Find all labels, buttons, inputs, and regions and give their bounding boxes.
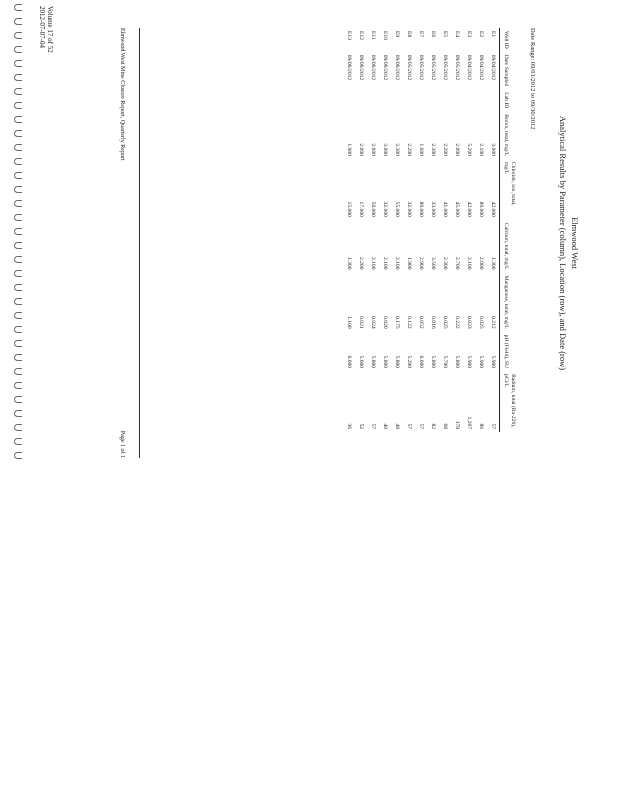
table-cell: 57 xyxy=(490,423,497,430)
table-cell: 2.100 xyxy=(370,256,377,270)
table-cell: 09/06/2012 xyxy=(394,54,401,81)
table-cell: 3.500 xyxy=(430,256,437,270)
column-header: Chloride, ion, total, mg/L xyxy=(500,159,517,220)
table-cell: 2.300 xyxy=(430,143,437,156)
table-row xyxy=(463,28,475,432)
table-cell xyxy=(415,89,427,111)
table-cell: 0.175 xyxy=(394,316,401,329)
binder-hole xyxy=(14,116,22,123)
table-cell: 80.000 xyxy=(418,201,425,217)
binder-hole xyxy=(14,18,22,25)
table-cell: 5.900 xyxy=(490,355,497,369)
table-row xyxy=(415,28,427,432)
document-reference xyxy=(38,6,54,53)
table-cell: 0.016 xyxy=(430,316,437,329)
table-cell: 09/06/2012 xyxy=(358,54,365,81)
table-cell: 32.000 xyxy=(406,201,413,217)
rotated-report-sheet xyxy=(96,28,616,458)
table-cell: E13 xyxy=(346,31,353,41)
column-header: Well ID xyxy=(500,28,517,52)
table-cell: 68 xyxy=(442,423,449,430)
table-cell: 57 xyxy=(418,423,425,430)
document-ref-line2: 2012-07-07-04 xyxy=(38,6,46,48)
table-cell: 09/05/2012 xyxy=(430,54,437,81)
binder-hole xyxy=(14,158,22,165)
table-cell: 33.000 xyxy=(430,201,437,217)
table-cell: 2.100 xyxy=(394,256,401,270)
table-cell: E10 xyxy=(382,31,389,41)
table-row xyxy=(427,28,439,432)
table-cell: 09/04/2012 xyxy=(478,54,485,81)
table-cell: 2.100 xyxy=(466,256,473,270)
table-cell: E3 xyxy=(466,31,473,38)
table-cell: 2.300 xyxy=(442,256,449,270)
table-cell: 1.900 xyxy=(406,256,413,270)
table-cell: 41.000 xyxy=(442,201,449,217)
binder-hole xyxy=(14,172,22,179)
table-cell: 48 xyxy=(394,423,401,430)
table-cell: 2.900 xyxy=(418,256,425,270)
table-cell xyxy=(463,89,475,111)
table-body xyxy=(343,28,500,432)
table-row xyxy=(355,28,367,432)
table-cell: 3.000 xyxy=(382,143,389,156)
table-cell: 57 xyxy=(406,423,413,430)
table-cell: 5.800 xyxy=(394,355,401,369)
table-cell: 2.000 xyxy=(478,256,485,270)
report-subtitle: Analytical Results by Parameter (column), Location (row), and Date (row) xyxy=(558,115,568,371)
table-header-row xyxy=(500,28,517,432)
binder-hole xyxy=(14,200,22,207)
binder-hole xyxy=(14,354,22,361)
column-header: Boron, total, mg/L xyxy=(500,111,517,159)
table-cell: 1,207 xyxy=(466,416,473,430)
page-number: Page 1 of 1 xyxy=(119,430,125,458)
table-cell: 0.024 xyxy=(370,316,377,329)
table-cell: 2.000 xyxy=(370,143,377,156)
table-row xyxy=(451,28,463,432)
binder-hole xyxy=(14,382,22,389)
table-cell: 0.222 xyxy=(454,316,461,329)
table-cell: 2.200 xyxy=(442,143,449,156)
binder-hole xyxy=(14,396,22,403)
table-row xyxy=(439,28,451,432)
table-cell: 2.000 xyxy=(454,143,461,156)
table-cell: 5.600 xyxy=(358,355,365,369)
table-row xyxy=(343,28,355,432)
binder-hole xyxy=(14,242,22,249)
table-cell: 45.000 xyxy=(454,201,461,217)
table-cell: 5.200 xyxy=(466,143,473,156)
table-cell xyxy=(487,89,500,111)
binder-hole xyxy=(14,270,22,277)
table-cell: 17.000 xyxy=(358,201,365,217)
document-ref-line1: Volume 17 of 52 xyxy=(46,6,54,53)
binder-hole xyxy=(14,186,22,193)
column-header: Lab ID xyxy=(500,89,517,111)
binder-hole xyxy=(14,46,22,53)
table-cell: 09/05/2012 xyxy=(418,54,425,81)
table-row xyxy=(379,28,391,432)
table-cell: 42.000 xyxy=(490,201,497,217)
table-cell: 5.200 xyxy=(406,355,413,369)
column-header: Date Sampled xyxy=(500,52,517,90)
binder-hole xyxy=(14,60,22,67)
table-cell xyxy=(439,89,451,111)
table-cell: 2.100 xyxy=(382,256,389,270)
table-cell: 2.300 xyxy=(394,143,401,156)
table-cell: 1.100 xyxy=(346,316,353,329)
table-cell: E9 xyxy=(394,31,401,38)
table-cell: 09/05/2012 xyxy=(454,54,461,81)
binder-hole xyxy=(14,256,22,263)
table-cell: 2.000 xyxy=(358,143,365,156)
table-cell: 86 xyxy=(478,423,485,430)
table-cell: 5.800 xyxy=(430,355,437,369)
table-cell: 36 xyxy=(346,423,353,430)
binder-hole xyxy=(14,438,22,445)
table-cell: 57 xyxy=(370,423,377,430)
binder-hole xyxy=(14,368,22,375)
table-cell: 5.700 xyxy=(442,355,449,369)
binder-hole xyxy=(14,424,22,431)
table-cell xyxy=(367,89,379,111)
binder-hole xyxy=(14,130,22,137)
table-cell: 6.000 xyxy=(418,355,425,369)
table-cell: 50.000 xyxy=(370,201,377,217)
table-cell: 40 xyxy=(382,423,389,430)
binder-hole xyxy=(14,4,22,11)
table-cell xyxy=(403,89,415,111)
table-cell: 6.000 xyxy=(346,355,353,369)
binder-hole xyxy=(14,102,22,109)
binder-hole xyxy=(14,74,22,81)
binder-hole xyxy=(14,32,22,39)
table-cell: 32.000 xyxy=(382,201,389,217)
binder-hole xyxy=(14,284,22,291)
table-cell: 09/06/2012 xyxy=(346,54,353,81)
table-cell: 0.052 xyxy=(418,316,425,329)
footer-text: Elmwood West Mine Closure Report, Quarterly Report xyxy=(119,28,125,161)
table-cell xyxy=(355,89,367,111)
table-cell: 0.025 xyxy=(442,316,449,329)
table-cell: 1.300 xyxy=(346,256,353,270)
column-header: Calcium, total, mg/L xyxy=(500,220,517,273)
table-cell: 2.200 xyxy=(406,143,413,156)
column-header: Manganese, total, mg/L xyxy=(500,273,517,332)
binder-hole xyxy=(14,144,22,151)
table-cell xyxy=(343,89,355,111)
table-cell: 52 xyxy=(358,423,365,430)
table-cell: 09/05/2012 xyxy=(406,54,413,81)
table-cell: 0.020 xyxy=(382,316,389,329)
table-cell: 2.100 xyxy=(478,143,485,156)
table-cell: E12 xyxy=(358,31,365,41)
table-cell: 0.021 xyxy=(358,316,365,329)
table-cell: 0.025 xyxy=(478,316,485,329)
table-cell xyxy=(379,89,391,111)
table-cell: 178 xyxy=(454,420,461,430)
binder-hole xyxy=(14,326,22,333)
table-cell: 5.900 xyxy=(466,355,473,369)
table-cell: 15.000 xyxy=(346,201,353,217)
table-row xyxy=(391,28,403,432)
binder-hole xyxy=(14,340,22,347)
table-row xyxy=(475,28,487,432)
table-cell: 55.000 xyxy=(394,201,401,217)
table-cell: 5.800 xyxy=(454,355,461,369)
binder-hole xyxy=(14,312,22,319)
table-cell: 82 xyxy=(430,423,437,430)
table-cell: E6 xyxy=(430,31,437,38)
table-cell xyxy=(391,89,403,111)
table-row xyxy=(403,28,415,432)
table-cell: E4 xyxy=(454,31,461,38)
table-cell: 09/04/2012 xyxy=(490,54,497,81)
table-cell xyxy=(451,89,463,111)
binder-hole xyxy=(14,228,22,235)
binder-hole xyxy=(14,214,22,221)
table-cell: 42.000 xyxy=(466,201,473,217)
table-cell: 09/04/2012 xyxy=(466,54,473,81)
table-cell xyxy=(427,89,439,111)
binder-hole xyxy=(14,410,22,417)
results-table xyxy=(343,28,516,432)
table-cell: E1 xyxy=(490,31,497,38)
table-cell: 5.900 xyxy=(478,355,485,369)
report-title: Elmwood West xyxy=(570,217,580,269)
binder-hole xyxy=(14,452,22,459)
table-row xyxy=(487,28,500,432)
table-cell: 0.212 xyxy=(490,316,497,329)
table-cell: 2.200 xyxy=(358,256,365,270)
table-cell: E8 xyxy=(406,31,413,38)
table-cell: E5 xyxy=(442,31,449,38)
date-range: Date Range: 09/01/2012 to 09/30/2012 xyxy=(529,28,536,130)
table-cell: 1.300 xyxy=(490,256,497,270)
binder-holes xyxy=(14,4,28,474)
column-header: Radium, total (Ra-226), pCi/L xyxy=(500,371,517,432)
table-cell: E7 xyxy=(418,31,425,38)
table-cell: 09/06/2012 xyxy=(370,54,377,81)
table-cell: 5.800 xyxy=(370,355,377,369)
table-cell: 3.000 xyxy=(490,143,497,156)
table-cell xyxy=(475,89,487,111)
table-cell: 09/06/2012 xyxy=(382,54,389,81)
table-cell: 5.800 xyxy=(382,355,389,369)
footer-rule xyxy=(139,28,140,458)
binder-hole xyxy=(14,298,22,305)
table-row xyxy=(367,28,379,432)
column-header: pH (Field), SU xyxy=(500,332,517,371)
table-cell: 0.122 xyxy=(406,316,413,329)
table-cell: 0.023 xyxy=(466,316,473,329)
table-cell: 09/05/2012 xyxy=(442,54,449,81)
table-cell: 80.000 xyxy=(478,201,485,217)
table-cell: E11 xyxy=(370,31,377,40)
table-cell: 2.700 xyxy=(454,256,461,270)
table-cell: E2 xyxy=(478,31,485,38)
page-footer xyxy=(118,28,126,458)
binder-hole xyxy=(14,88,22,95)
table-cell: 1.600 xyxy=(418,143,425,156)
table-cell: 1.900 xyxy=(346,143,353,156)
